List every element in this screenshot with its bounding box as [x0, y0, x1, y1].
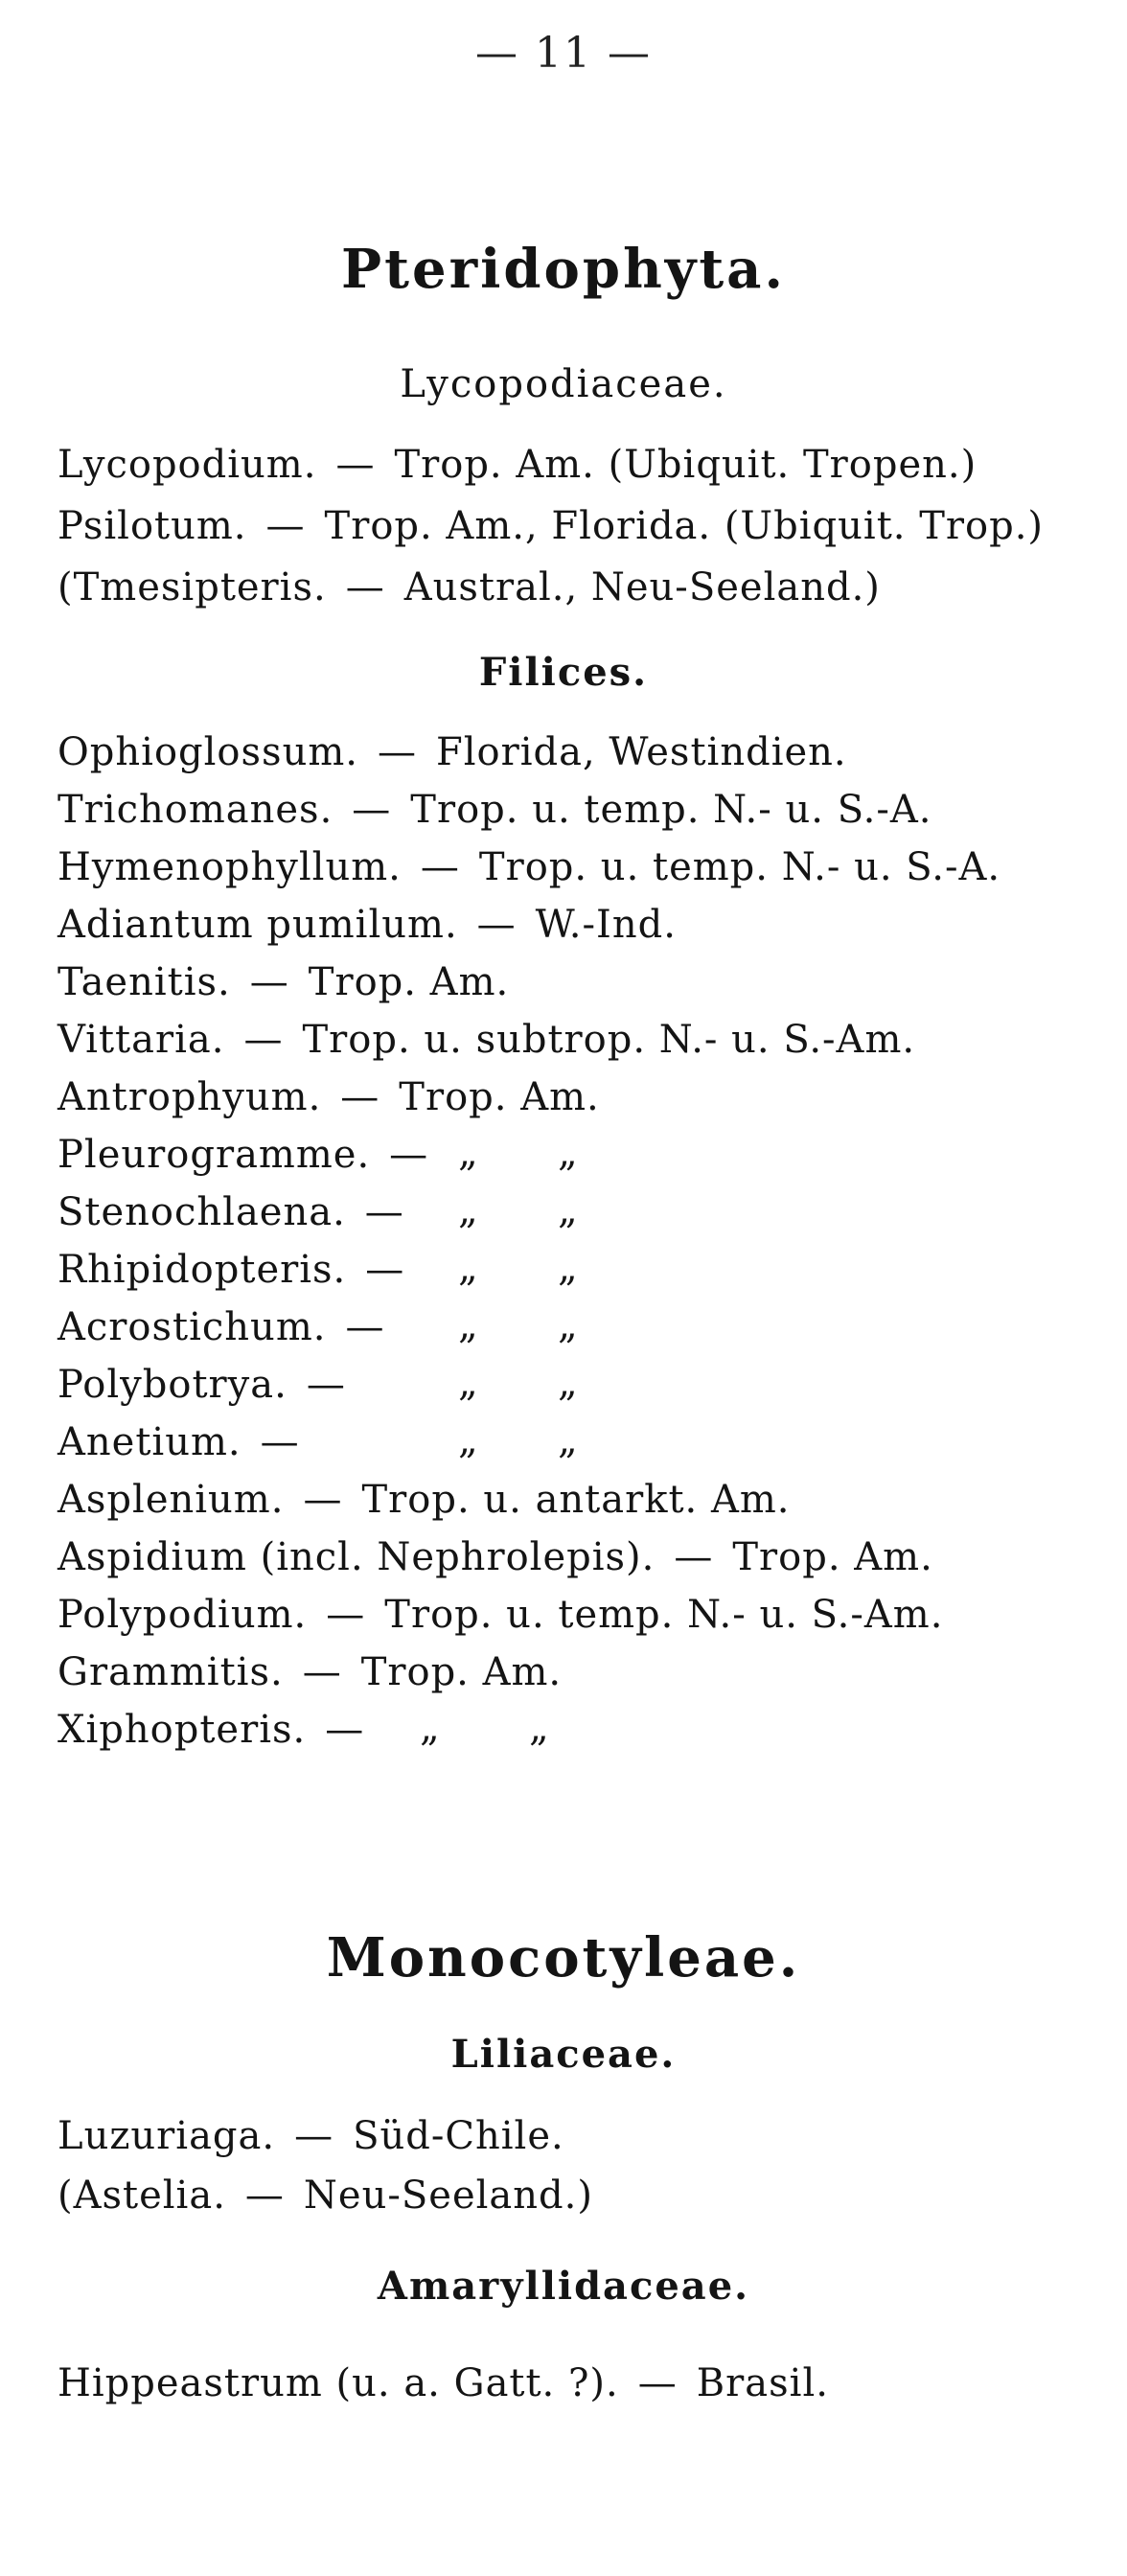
- list-item: [58, 1535, 933, 1579]
- list-item: [58, 788, 932, 832]
- distribution-text: Austral., Neu-Seeland.): [403, 565, 881, 610]
- taxon-name: Adiantum pumilum.: [58, 903, 458, 947]
- list-item: [58, 2114, 564, 2158]
- taxon-name: Taenitis.: [58, 960, 231, 1004]
- taxon-name: Grammitis.: [58, 1650, 284, 1694]
- separator-dash: —: [303, 1478, 343, 1522]
- distribution-text: Neu-Seeland.): [303, 2174, 593, 2218]
- distribution-text: Trop. Am.: [399, 1075, 600, 1119]
- taxon-name: (Astelia.: [58, 2174, 226, 2218]
- taxon-name: Acrostichum.: [58, 1305, 327, 1349]
- list-item: [58, 1190, 424, 1234]
- taxon-name: Hippeastrum (u. a. Gatt. ?).: [58, 2361, 619, 2405]
- distribution-text: Trop. Am.: [308, 960, 510, 1004]
- taxon-name: Xiphopteris.: [58, 1708, 307, 1752]
- distribution-text: Süd-Chile.: [353, 2114, 564, 2158]
- family-heading-liliaceae: Liliaceae.: [450, 2032, 677, 2077]
- distribution-text: Trop. u. temp. N.- u. S.-A.: [410, 788, 932, 832]
- taxon-name: Psilotum.: [58, 504, 247, 548]
- ditto-mark: „: [558, 1303, 578, 1347]
- separator-dash: —: [302, 1650, 342, 1694]
- taxon-name: Polypodium.: [58, 1593, 308, 1637]
- separator-dash: —: [260, 1420, 300, 1464]
- separator-dash: —: [243, 1018, 284, 1062]
- ditto-mark: „: [558, 1361, 578, 1405]
- separator-dash: —: [326, 1593, 366, 1637]
- taxon-name: Pleurogramme.: [58, 1133, 371, 1177]
- section-title-monocotyleae: Monocotyleae.: [326, 1926, 801, 1990]
- separator-dash: —: [420, 845, 460, 889]
- distribution-text: Florida, Westindien.: [435, 730, 847, 774]
- taxon-name: Hymenophyllum.: [58, 845, 402, 889]
- list-item: [58, 565, 881, 610]
- separator-dash: —: [306, 1363, 346, 1407]
- list-item: [58, 1420, 319, 1464]
- taxon-name: (Tmesipteris.: [58, 565, 327, 610]
- taxon-name: Aspidium (incl. Nephrolepis).: [58, 1535, 656, 1579]
- ditto-mark: „: [558, 1246, 578, 1290]
- list-item: [58, 1708, 383, 1752]
- separator-dash: —: [364, 1190, 404, 1234]
- taxon-name: Anetium.: [58, 1420, 242, 1464]
- taxon-name: Trichomanes.: [58, 788, 334, 832]
- ditto-mark: „: [458, 1361, 478, 1405]
- separator-dash: —: [674, 1535, 714, 1579]
- list-item: [58, 960, 509, 1004]
- ditto-mark: „: [420, 1706, 440, 1750]
- ditto-mark: „: [558, 1131, 578, 1175]
- distribution-text: W.-Ind.: [535, 903, 677, 947]
- list-item: [58, 1478, 791, 1522]
- list-item: [58, 1075, 600, 1119]
- distribution-text: Trop. u. antarkt. Am.: [361, 1478, 791, 1522]
- taxon-name: Ophioglossum.: [58, 730, 358, 774]
- separator-dash: —: [345, 565, 385, 610]
- distribution-text: Trop. u. temp. N.- u. S.-A.: [478, 845, 1001, 889]
- separator-dash: —: [335, 443, 376, 487]
- separator-dash: —: [325, 1708, 365, 1752]
- separator-dash: —: [637, 2361, 678, 2405]
- separator-dash: —: [294, 2114, 334, 2158]
- taxon-name: Polybotrya.: [58, 1363, 288, 1407]
- list-item: [58, 1133, 448, 1177]
- ditto-mark: „: [458, 1131, 478, 1175]
- list-item: [58, 903, 677, 947]
- separator-dash: —: [476, 903, 517, 947]
- distribution-text: Brasil.: [696, 2361, 829, 2405]
- separator-dash: —: [389, 1133, 429, 1177]
- distribution-text: Trop. u. temp. N.- u. S.-Am.: [384, 1593, 944, 1637]
- taxon-name: Antrophyum.: [58, 1075, 322, 1119]
- separator-dash: —: [365, 1248, 405, 1292]
- ditto-mark: „: [558, 1418, 578, 1462]
- distribution-text: Trop. u. subtrop. N.- u. S.-Am.: [302, 1018, 916, 1062]
- taxon-name: Stenochlaena.: [58, 1190, 346, 1234]
- ditto-mark: „: [529, 1706, 549, 1750]
- separator-dash: —: [265, 504, 306, 548]
- page-number: — 11 —: [475, 29, 652, 78]
- ditto-mark: „: [458, 1303, 478, 1347]
- separator-dash: —: [340, 1075, 380, 1119]
- list-item: [58, 1650, 562, 1694]
- distribution-text: Trop. Am.: [732, 1535, 933, 1579]
- family-heading-amaryllidaceae: Amaryllidaceae.: [377, 2264, 750, 2309]
- list-item: [58, 730, 847, 774]
- taxon-name: Lycopodium.: [58, 443, 317, 487]
- family-heading-filices: Filices.: [478, 650, 649, 695]
- distribution-text: Trop. Am. (Ubiquit. Tropen.): [394, 443, 978, 487]
- taxon-name: Vittaria.: [58, 1018, 225, 1062]
- list-item: [58, 2361, 829, 2405]
- list-item: [58, 1593, 943, 1637]
- separator-dash: —: [249, 960, 289, 1004]
- section-title-pteridophyta: Pteridophyta.: [341, 238, 786, 301]
- list-item: [58, 1363, 365, 1407]
- list-item: [58, 1248, 424, 1292]
- list-item: [58, 845, 1000, 889]
- separator-dash: —: [352, 788, 392, 832]
- list-item: [58, 2174, 593, 2218]
- separator-dash: —: [244, 2174, 285, 2218]
- ditto-mark: „: [558, 1188, 578, 1232]
- list-item: [58, 1018, 915, 1062]
- distribution-text: Trop. Am., Florida. (Ubiquit. Trop.): [324, 504, 1045, 548]
- separator-dash: —: [345, 1305, 385, 1349]
- taxon-name: Asplenium.: [58, 1478, 285, 1522]
- ditto-mark: „: [458, 1188, 478, 1232]
- family-heading-lycopodiaceae: Lycopodiaceae.: [400, 362, 727, 406]
- ditto-mark: „: [458, 1418, 478, 1462]
- ditto-mark: „: [458, 1246, 478, 1290]
- taxon-name: Rhipidopteris.: [58, 1248, 347, 1292]
- distribution-text: Trop. Am.: [360, 1650, 563, 1694]
- separator-dash: —: [377, 730, 417, 774]
- taxon-name: Luzuriaga.: [58, 2114, 276, 2158]
- list-item: [58, 504, 1044, 548]
- list-item: [58, 1305, 403, 1349]
- list-item: [58, 443, 977, 487]
